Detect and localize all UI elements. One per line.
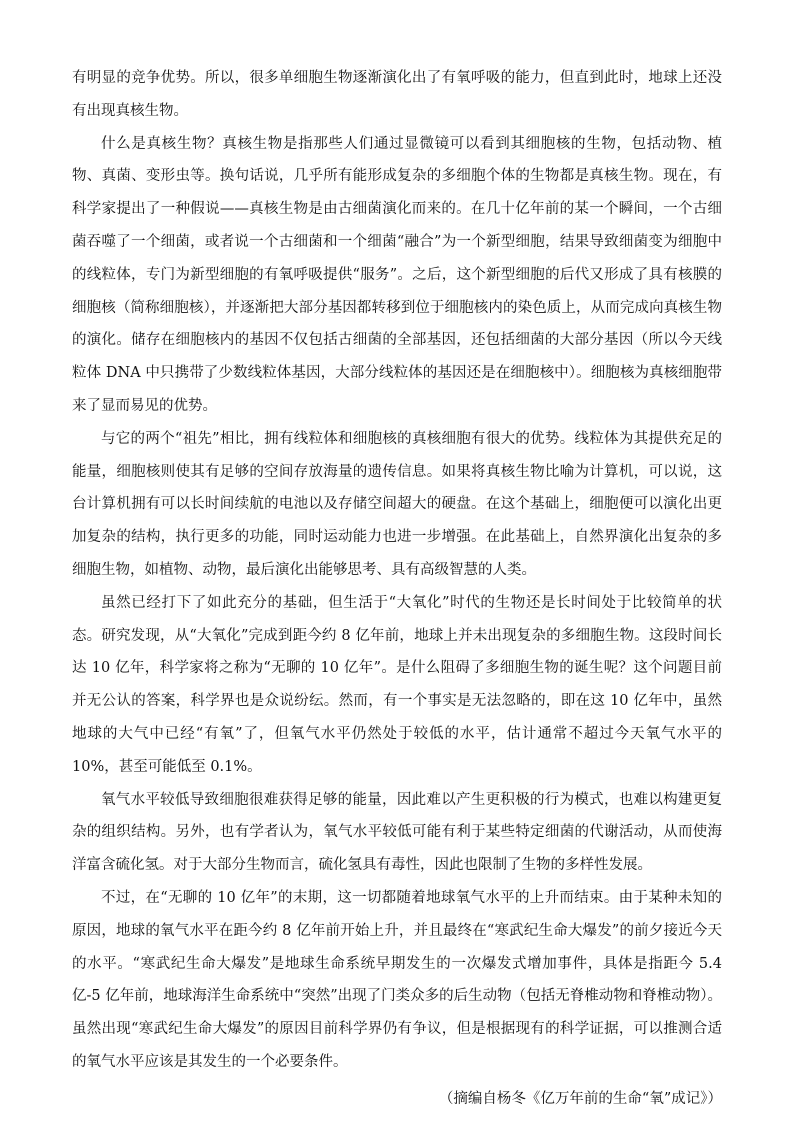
paragraph-eukaryote-advantage: 与它的两个“祖先”相比，拥有线粒体和细胞核的真核细胞有很大的优势。线粒体为其提供充足的能量，细胞核则使其有足够的空间存放海量的遗传信息。如果将真核生物比喻为计算机，可以说，这台计算机拥有可以长时间续航的电池以及存储空间超大的硬盘。在这个基础上，细胞便可以演化出更加复杂的结构，执行更多的功能，同时运动能力也进一步增强。在此基础上，自然界演化出复杂的多细胞生物，如植物、动物，最后演化出能够思考、具有高级智慧的人类。 bbox=[72, 430, 722, 578]
paragraph-low-oxygen: 氧气水平较低导致细胞很难获得足够的能量，因此难以产生更积极的行为模式，也难以构建更复杂的组织结构。另外，也有学者认为，氧气水平较低可能有利于某些特定细菌的代谢活动，从而使海洋富含硫化氢。对于大部分生物而言，硫化氢具有毒性，因此也限制了生物的多样性发展。 bbox=[72, 791, 722, 874]
paragraph-cambrian-explosion: 不过，在“无聊的 10 亿年”的末期，这一切都随着地球氧气水平的上升而结束。由于某种未知的原因，地球的氧气水平在距今约 8 亿年前开始上升，并且最终在“寒武纪生命大爆发”的前夕接近今天的水平。“寒武纪生命大爆发”是地球生命系统早期发生的一次爆发式增加事件，具体是指距今 5.4 亿-5 亿年前，地球海洋生命系统中“突然”出现了门类众多的后生动物（包括无脊椎动物和脊椎动物）。虽然出现“寒武纪生命大爆发”的原因目前科学界仍有争议，但是根据现有的科学证据，可以推测合适的氧气水平应该是其发生的一个必要条件。 bbox=[72, 889, 722, 1070]
paragraph-continued: 有明显的竞争优势。所以，很多单细胞生物逐渐演化出了有氧呼吸的能力，但直到此时，地球上还没有出现真核生物。 bbox=[72, 70, 722, 119]
paragraph-eukaryote-definition: 什么是真核生物？真核生物是指那些人们通过显微镜可以看到其细胞核的生物，包括动物、植物、真菌、变形虫等。换句话说，几乎所有能形成复杂的多细胞个体的生物都是真核生物。现在，有科学家提出了一种假说——真核生物是由古细菌演化而来的。在几十亿年前的某一个瞬间，一个古细菌吞噬了一个细菌，或者说一个古细菌和一个细菌“融合”为一个新型细胞，结果导致细菌变为细胞中的线粒体，专门为新型细胞的有氧呼吸提供“服务”。之后，这个新型细胞的后代又形成了具有核膜的细胞核（简称细胞核），并逐渐把大部分基因都转移到位于细胞核内的染色质上，从而完成向真核生物的演化。储存在细胞核内的基因不仅包括古细菌的全部基因，还包括细菌的大部分基因（所以今天线粒体 DNA 中只携带了少数线粒体基因，大部分线粒体的基因还是在细胞核中）。细胞核为真核细胞带来了显而易见的优势。 bbox=[72, 135, 722, 414]
paragraph-boring-billion: 虽然已经打下了如此充分的基础，但生活于“大氧化”时代的生物还是长时间处于比较简单的状态。研究发现，从“大氧化”完成到距今约 8 亿年前，地球上并未出现复杂的多细胞生物。这段时间长达 10 亿年，科学家将之称为“无聊的 10 亿年”。是什么阻碍了多细胞生物的诞生呢？这个问题目前并无公认的答案，科学界也是众说纷纭。然而，有一个事实是无法忽略的，即在这 10 亿年中，虽然地球的大气中已经“有氧”了，但氧气水平仍然处于较低的水平，估计通常不超过今天氧气水平的 10%，甚至可能低至 0.1%。 bbox=[72, 594, 722, 775]
article-body bbox=[72, 62, 722, 1116]
source-citation: （摘编自杨冬《亿万年前的生命“氧”成记》） bbox=[438, 1090, 722, 1107]
